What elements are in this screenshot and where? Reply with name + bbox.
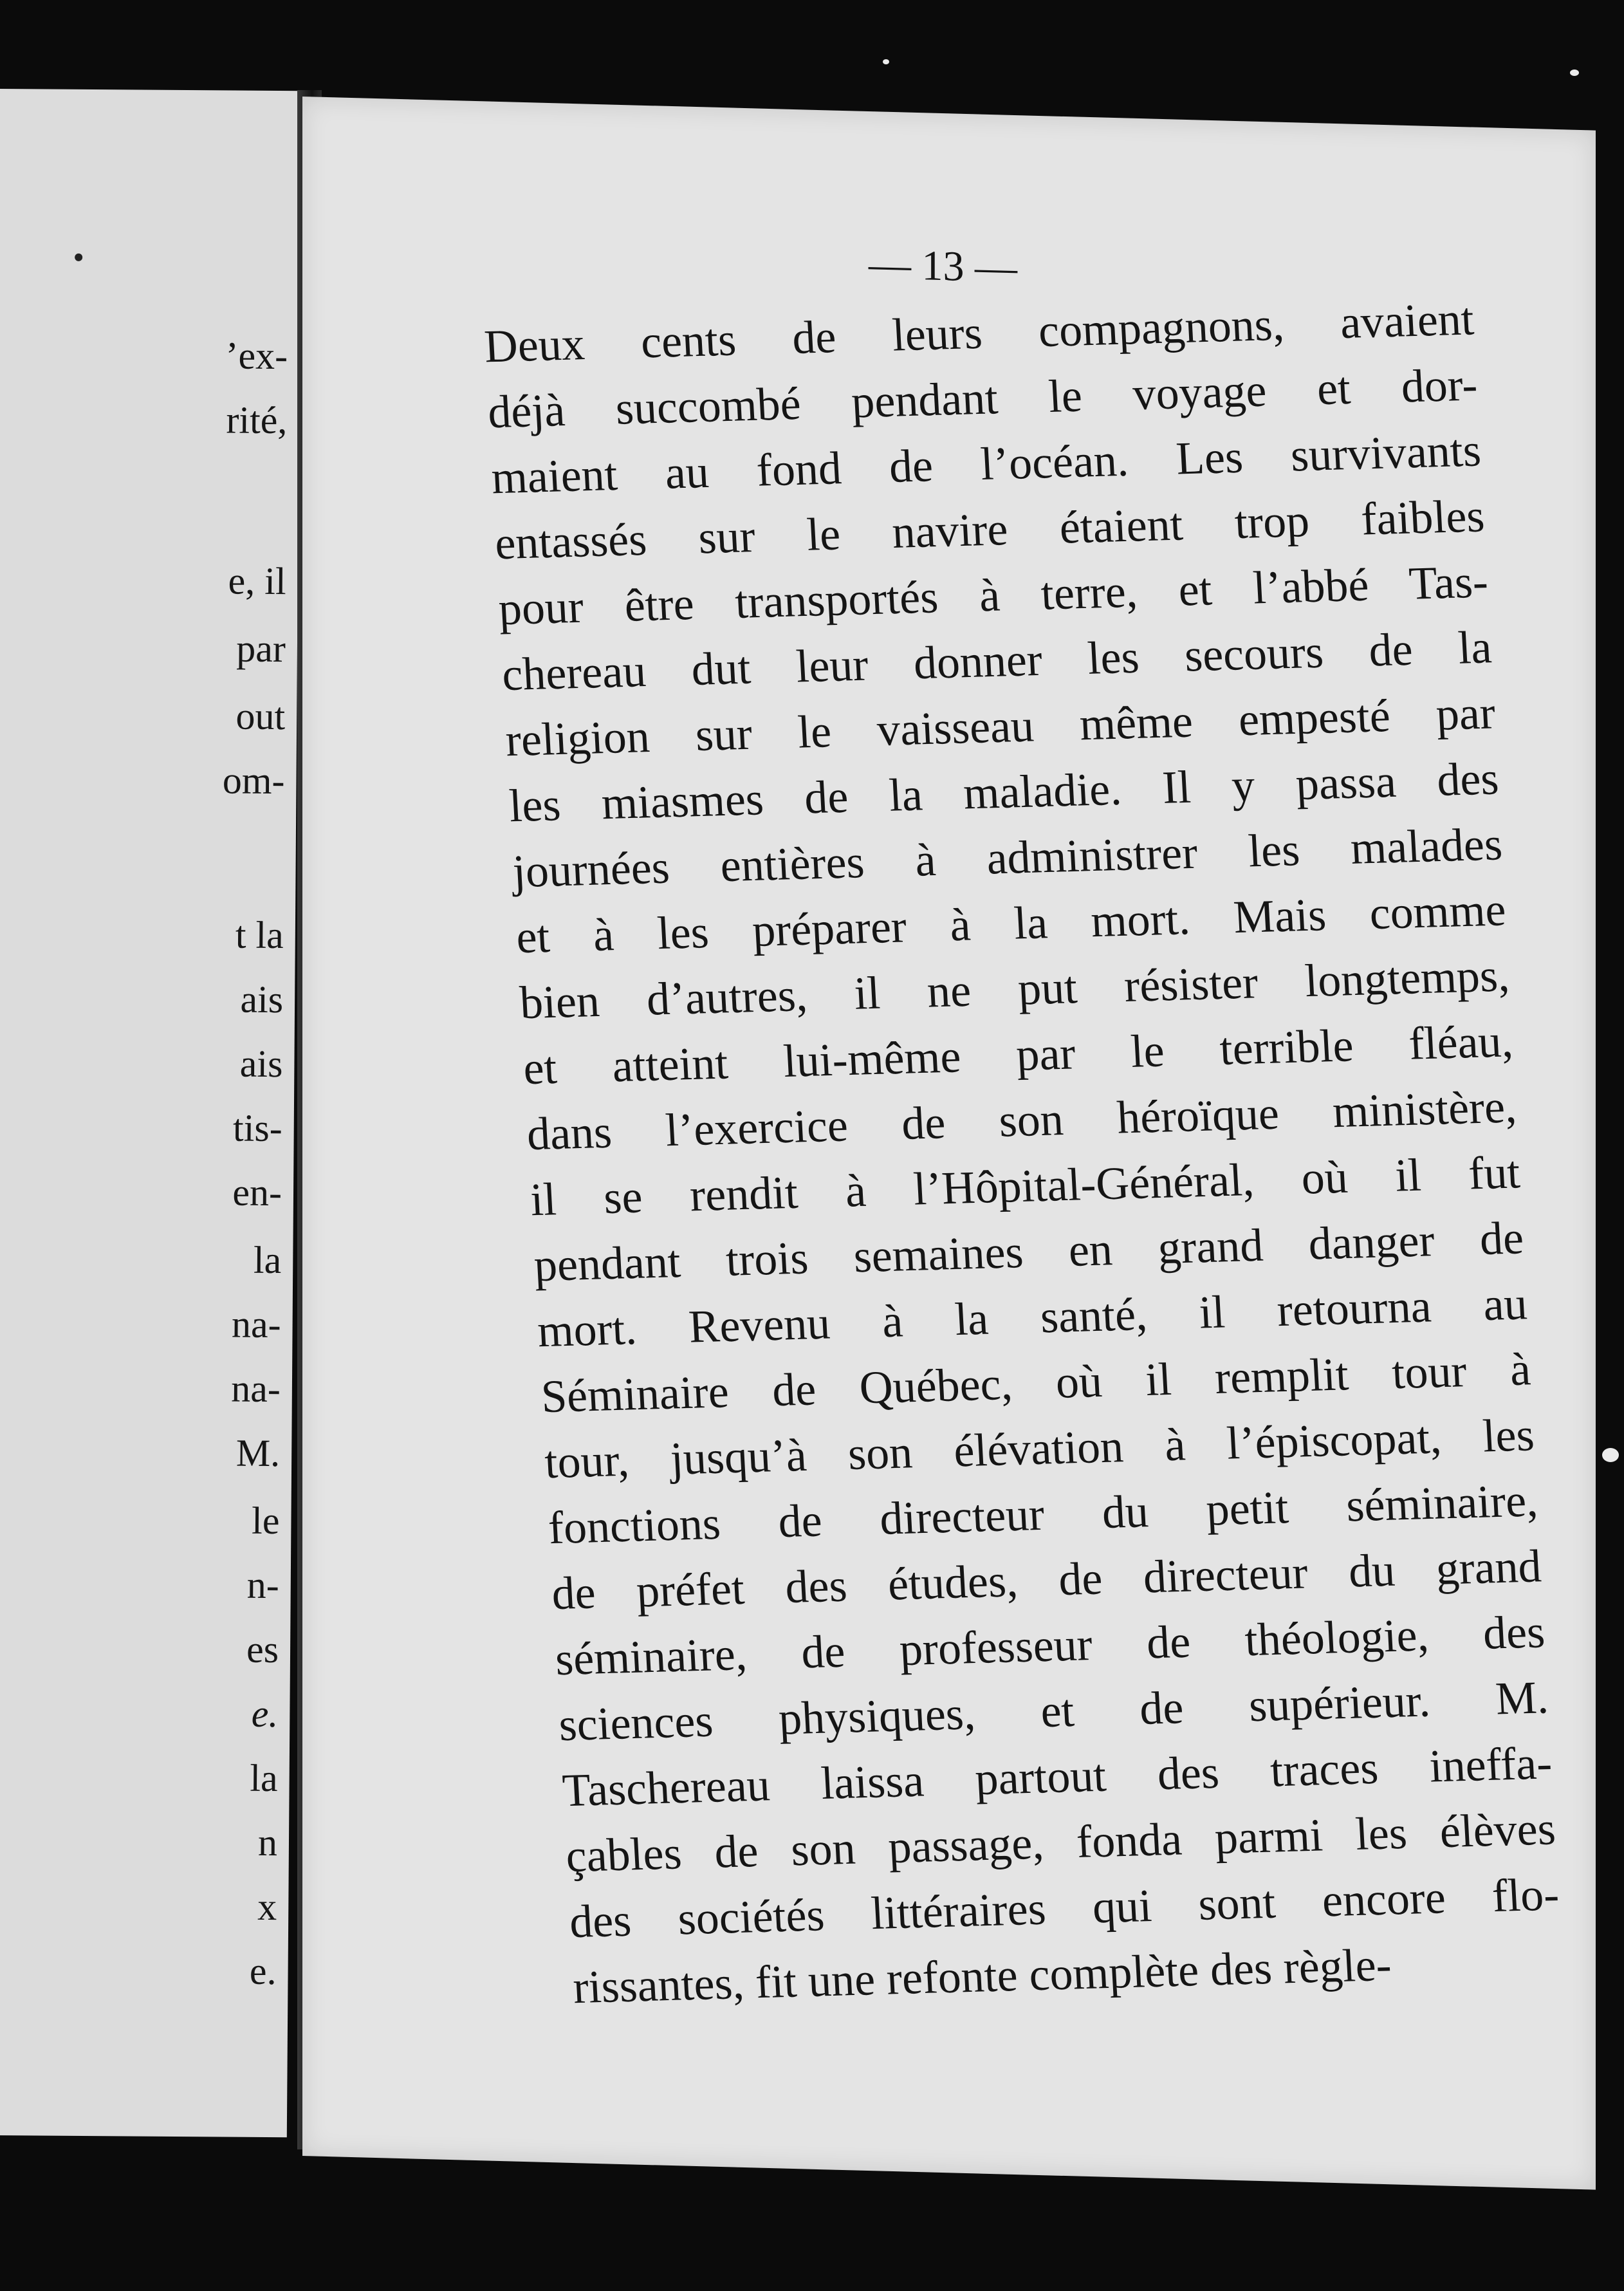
left-page-line: t la	[235, 913, 284, 957]
left-page-line: om-	[222, 759, 285, 802]
left-page-line: n-	[246, 1563, 280, 1607]
text-line: mort. Revenu à la santé, il retourna au	[536, 1277, 1529, 1357]
text-line: tour, jusqu’à son élévation à l’épiscopat, les	[543, 1409, 1536, 1489]
text-line: sciences physiques, et de supérieur. M.	[557, 1671, 1550, 1751]
left-page-line: ais	[240, 978, 284, 1021]
dust-speck	[1570, 70, 1579, 76]
left-page-line: la	[250, 1756, 278, 1800]
text-line: pendant trois semaines en grand danger de	[532, 1212, 1525, 1292]
left-page-text	[0, 89, 301, 1993]
left-page-line: la	[253, 1238, 282, 1282]
left-page-line: e, il	[228, 559, 286, 603]
left-page-line: ’ex-	[225, 334, 288, 378]
left-page-line: le	[251, 1499, 280, 1543]
text-line: journées entières à administrer les malades	[511, 818, 1504, 898]
left-page-line: ais	[239, 1042, 283, 1086]
text-line: les miasmes de la maladie. Il y passa des	[508, 752, 1500, 832]
left-page-line: out	[235, 694, 286, 738]
left-page	[0, 89, 301, 2137]
left-page-line: x	[257, 1885, 277, 1929]
left-page-line: tis-	[232, 1106, 282, 1150]
left-page-line: e.	[249, 1949, 277, 1993]
text-line: entassés sur le navire étaient trop faibles	[494, 490, 1486, 570]
page-body-text	[483, 286, 1564, 2020]
left-page-line: M.	[235, 1431, 281, 1475]
text-line: maient au fond de l’océan. Les survivants	[490, 424, 1482, 504]
text-line: déjà succombé pendant le voyage et dor-	[486, 358, 1479, 438]
text-line: religion sur le vaisseau même empesté par	[504, 687, 1497, 766]
text-line: Deux cents de leurs compagnons, avaient	[483, 293, 1475, 373]
text-line: de préfet des études, de directeur du grand	[550, 1540, 1543, 1620]
text-line: çables de son passage, fonda parmi les élèves	[564, 1803, 1557, 1882]
left-page-line: en-	[232, 1171, 282, 1214]
text-line: et à les préparer à la mort. Mais comme	[515, 884, 1508, 963]
text-line: pour être transportés à terre, et l’abbé Tas-	[497, 555, 1490, 635]
text-line: Séminaire de Québec, où il remplit tour à	[539, 1343, 1532, 1423]
right-page	[302, 97, 1596, 2190]
text-line: séminaire, de professeur de théologie, des	[553, 1606, 1546, 1685]
ink-dot	[75, 254, 82, 261]
dust-speck	[1602, 1448, 1619, 1462]
dust-speck	[883, 59, 889, 64]
text-line: chereau dut leur donner les secours de la	[501, 621, 1493, 701]
left-page-line: es	[246, 1628, 279, 1671]
text-line: bien d’autres, il ne put résister longtemps,	[518, 949, 1511, 1029]
left-page-line: na-	[231, 1303, 281, 1346]
left-page-line: na-	[231, 1367, 281, 1411]
left-page-line: n	[257, 1821, 278, 1864]
text-line: il se rendit à l’Hôpital-Général, où il fut	[529, 1146, 1522, 1226]
page-number: — 13 —	[869, 241, 1017, 292]
text-line: des sociétés littéraires qui sont encore flo-	[567, 1868, 1561, 1948]
left-page-line: e.	[251, 1692, 279, 1736]
left-page-line: par	[236, 627, 286, 671]
text-line: rissantes, fit une refonte complète des règle-	[571, 1938, 1393, 2014]
left-page-line: rité,	[226, 398, 288, 442]
text-line: fonctions de directeur du petit séminaire,	[546, 1474, 1539, 1554]
text-line: et atteint lui-même par le terrible fléau,	[522, 1015, 1515, 1095]
text-line: dans l’exercice de son héroïque ministère,	[525, 1081, 1518, 1160]
text-line: Taschereau laissa partout des traces ineffa-	[560, 1737, 1554, 1817]
